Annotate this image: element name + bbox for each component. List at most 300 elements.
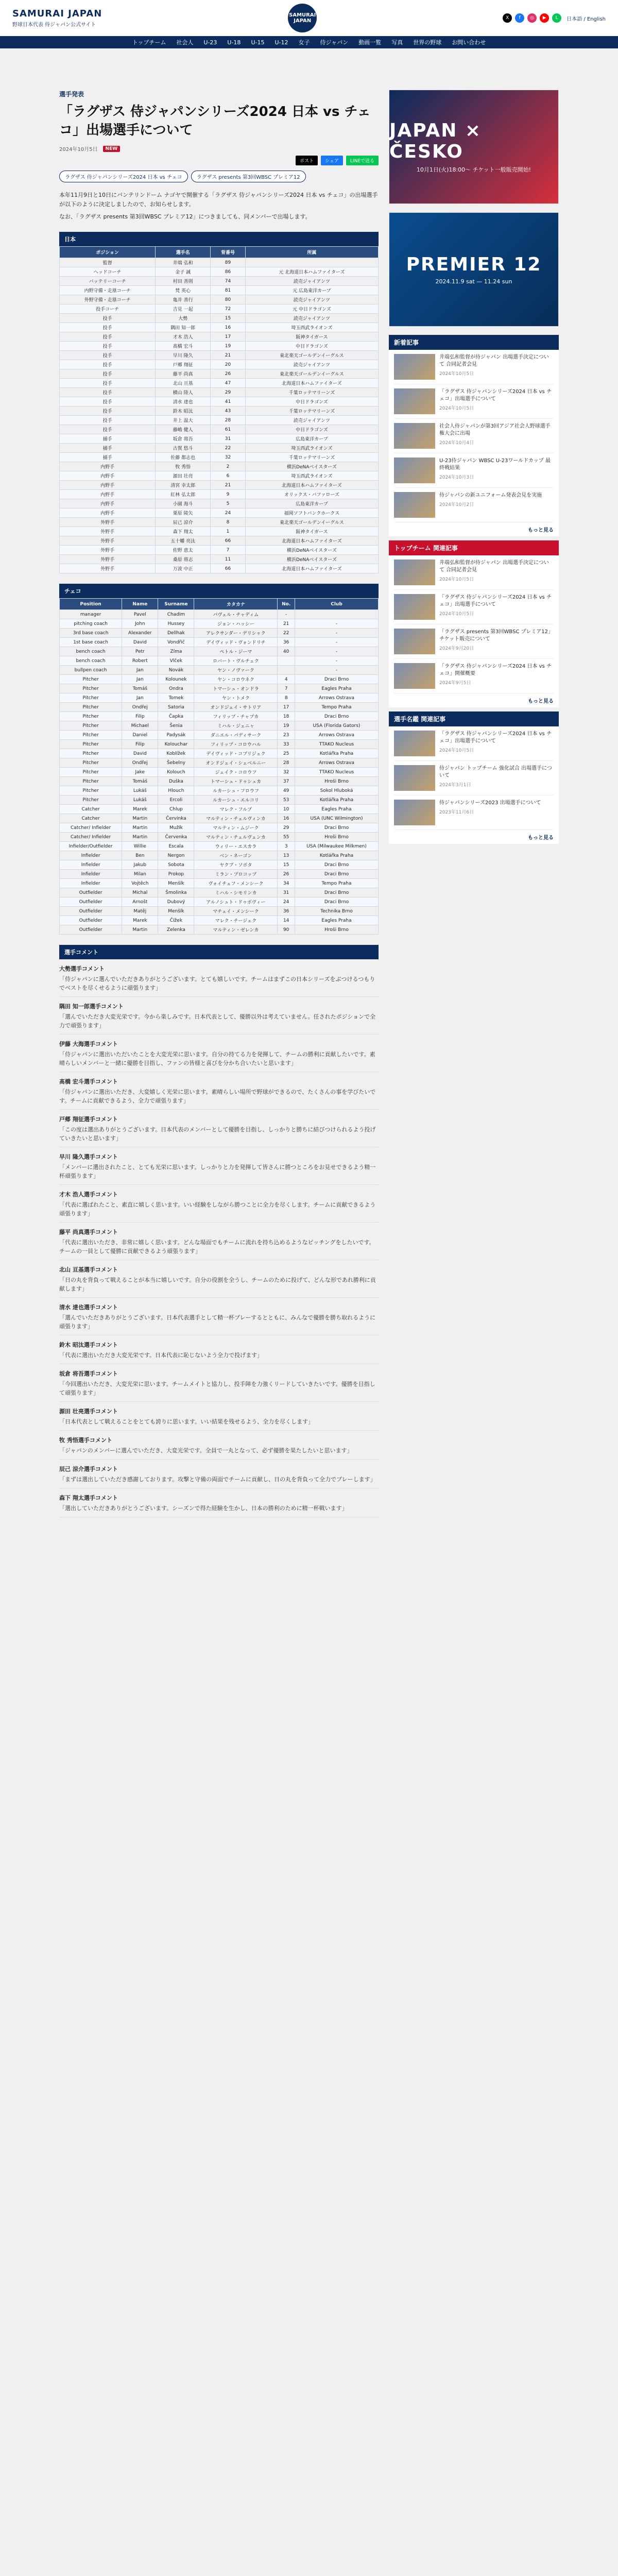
table-cell: 1 — [211, 527, 246, 536]
table-cell: ミラン・プロコップ — [194, 870, 278, 879]
japan-heading: 日本 — [59, 232, 379, 246]
comment-text: 「代表に選出いただき、非常に嬉しく思います。どんな場面でもチームに流れを持ち込めるようなピッチングをしたいです。チームの一員として優勝に貢献できるよう頑張ります」 — [59, 1238, 379, 1260]
table-cell: 埼玉西武ライオンズ — [245, 444, 378, 453]
table-cell: 清宮 幸太郎 — [156, 481, 211, 490]
table-cell: 74 — [211, 277, 246, 286]
table-cell: 横浜DeNAベイスターズ — [245, 555, 378, 564]
table-cell: Pavel — [122, 610, 158, 619]
comment-player-name: 早川 隆久選手コメント — [59, 1154, 118, 1160]
table-cell: バッテリーコーチ — [60, 277, 156, 286]
czech-series-banner[interactable] — [389, 90, 559, 204]
table-cell: 21 — [211, 481, 246, 490]
x-icon[interactable]: X — [503, 13, 512, 23]
table-cell: 22 — [211, 444, 246, 453]
table-cell: 藤平 尚真 — [156, 369, 211, 379]
table-cell: 元 北海道日本ハムファイターズ — [245, 267, 378, 277]
table-cell: Červenka — [158, 833, 194, 842]
sidebar-article-date: 2024年10月5日 — [439, 748, 474, 753]
article-thumbnail — [394, 388, 435, 414]
table-cell: 東北楽天ゴールデンイーグルス — [245, 369, 378, 379]
article-thumbnail — [394, 663, 435, 689]
table-cell: Duška — [158, 777, 194, 786]
share-facebook-button[interactable]: シェア — [321, 156, 343, 165]
table-row — [60, 870, 379, 879]
table-cell: パヴェル・チャディム — [194, 610, 278, 619]
sidebar-article[interactable] — [394, 659, 554, 693]
share-x-button[interactable]: ポスト — [296, 156, 318, 165]
table-row — [60, 444, 379, 453]
table-cell: Draci Brno — [295, 870, 379, 879]
table-cell: 坂倉 将吾 — [156, 434, 211, 444]
sidebar-article[interactable] — [394, 453, 554, 488]
table-cell: Mužík — [158, 823, 194, 833]
table-cell: 井端 弘和 — [156, 258, 211, 267]
nav-item[interactable]: 女子 — [298, 39, 310, 46]
table-cell: Čížek — [158, 916, 194, 925]
sidebar-article-date: 2024年10月3日 — [439, 475, 474, 480]
table-cell: Catcher/ Infielder — [60, 823, 122, 833]
table-row — [60, 805, 379, 814]
table-cell: 86 — [211, 267, 246, 277]
nav-item[interactable]: 動画一覧 — [358, 39, 382, 46]
table-cell: 20 — [211, 360, 246, 369]
table-cell: Novák — [158, 666, 194, 675]
brand[interactable] — [12, 8, 102, 28]
table-cell: 28 — [278, 758, 295, 768]
table-cell: Nergon — [158, 851, 194, 860]
table-row — [60, 721, 379, 731]
table-row — [60, 629, 379, 638]
table-cell: Infielder — [60, 851, 122, 860]
table-cell: Martin — [122, 814, 158, 823]
table-row — [60, 527, 379, 536]
article-thumbnail — [394, 594, 435, 620]
table-cell: 五十幡 亮汰 — [156, 536, 211, 546]
table-cell: 阪神タイガース — [245, 527, 378, 536]
comment-player-name: 坂倉 将吾選手コメント — [59, 1370, 118, 1377]
nav-item[interactable]: お問い合わせ — [452, 39, 486, 46]
table-row — [60, 564, 379, 573]
table-cell: Catcher — [60, 814, 122, 823]
table-cell: Arrows Ostrava — [295, 731, 379, 740]
table-cell: Tomek — [158, 693, 194, 703]
table-row — [60, 351, 379, 360]
table-cell: 19 — [278, 721, 295, 731]
nav-item[interactable]: 写真 — [391, 39, 403, 46]
table-cell: 投手 — [60, 369, 156, 379]
table-cell: ルカーシュ・フロウフ — [194, 786, 278, 795]
table-cell: Jan — [122, 666, 158, 675]
table-cell: Dellhak — [158, 629, 194, 638]
article-column — [59, 90, 379, 1517]
table-cell: Vondřič — [158, 638, 194, 647]
table-cell: Sobota — [158, 860, 194, 870]
table-cell: 北海道日本ハムファイターズ — [245, 536, 378, 546]
sidebar-article-date: 2023年11月6日 — [439, 810, 474, 815]
table-cell: ロバート・ヴルチェク — [194, 656, 278, 666]
article-thumbnail — [394, 800, 435, 825]
table-cell: - — [278, 610, 295, 619]
table-cell: 金子 誠 — [156, 267, 211, 277]
table-cell: Outfielder — [60, 907, 122, 916]
table-cell: Eagles Praha — [295, 805, 379, 814]
table-cell: Ondřej — [122, 703, 158, 712]
table-cell: Eagles Praha — [295, 916, 379, 925]
table-cell: ミハル・シモリンカ — [194, 888, 278, 897]
table-cell: Pitcher — [60, 731, 122, 740]
nav-item[interactable]: U-15 — [251, 39, 265, 46]
table-cell: 41 — [211, 397, 246, 406]
table-cell: アルノシュト・ドゥボヴィー — [194, 897, 278, 907]
table-cell: pitching coach — [60, 619, 122, 629]
table-cell: 7 — [278, 684, 295, 693]
banner-title: PREMIER 12 — [406, 254, 542, 275]
table-cell: 5 — [211, 499, 246, 509]
table-cell: フィリップ・チャプカ — [194, 712, 278, 721]
table-cell: 千葉ロッテマリーンズ — [245, 388, 378, 397]
table-cell: David — [122, 749, 158, 758]
table-row — [60, 879, 379, 888]
sidebar-article[interactable] — [394, 624, 554, 659]
sidebar-article-date: 2024年10月5日 — [439, 612, 474, 617]
banner-subtitle: 10月1日(火)18:00〜 チケット一般販売開始! — [416, 166, 531, 173]
table-cell: 外野手 — [60, 536, 156, 546]
table-cell: 千葉ロッテマリーンズ — [245, 406, 378, 416]
table-row — [60, 666, 379, 675]
table-cell: Filip — [122, 740, 158, 749]
table-cell: 隅田 知一郎 — [156, 323, 211, 332]
table-cell: マルティン・ムジーク — [194, 823, 278, 833]
table-cell: Menšík — [158, 879, 194, 888]
table-cell: 29 — [278, 823, 295, 833]
table-cell — [295, 610, 379, 619]
sidebar-article[interactable] — [394, 795, 554, 830]
table-row — [60, 416, 379, 425]
table-cell: Hussey — [158, 619, 194, 629]
language-switch[interactable]: 日本語 / English — [566, 16, 606, 22]
czech-roster-table — [59, 598, 379, 935]
table-cell: 28 — [211, 416, 246, 425]
sidebar-article[interactable] — [394, 419, 554, 453]
table-cell: - — [295, 629, 379, 638]
table-row — [60, 656, 379, 666]
table-cell: ヤン・トメク — [194, 693, 278, 703]
table-cell: Kotlářka Praha — [295, 795, 379, 805]
table-cell: 読売ジャイアンツ — [245, 277, 378, 286]
table-cell: 49 — [278, 786, 295, 795]
table-cell: 監督 — [60, 258, 156, 267]
sidebar-article-title: 侍ジャパンの新ユニフォーム発表会見を実施 — [439, 493, 542, 498]
comment-player-name: 牧 秀悟選手コメント — [59, 1437, 112, 1444]
table-cell: 90 — [278, 925, 295, 935]
table-row — [60, 397, 379, 406]
table-cell: 元 中日ドラゴンズ — [245, 304, 378, 314]
table-cell: USA (UNC Wilmington) — [295, 814, 379, 823]
table-cell: Dubový — [158, 897, 194, 907]
facebook-icon[interactable]: f — [515, 13, 524, 23]
table-row — [60, 916, 379, 925]
table-cell: 小園 海斗 — [156, 499, 211, 509]
comment-text: 「侍ジャパンに選んでいただきありがとうございます。とても嬉しいです。チームはまずこの日本シリーズをぶつけるつもりでベストを尽くせるように頑張ります」 — [59, 975, 379, 997]
table-cell: Kolounek — [158, 675, 194, 684]
table-cell: 読売ジャイアンツ — [245, 314, 378, 323]
table-cell: ミハル・ジェニャ — [194, 721, 278, 731]
table-row — [60, 693, 379, 703]
table-row — [60, 462, 379, 471]
table-row — [60, 434, 379, 444]
table-cell: 佐野 恵太 — [156, 546, 211, 555]
table-cell: マチェイ・メンシーク — [194, 907, 278, 916]
comment-text: 「日の丸を背負って戦えることが本当に嬉しいです。自分の役割を全うし、チームのために投げて、どんな形であれ勝利に貢献します」 — [59, 1276, 379, 1298]
table-cell: 31 — [278, 888, 295, 897]
table-cell: 森下 翔太 — [156, 527, 211, 536]
table-cell: ヤン・コロウネク — [194, 675, 278, 684]
table-cell: Pitcher — [60, 795, 122, 805]
table-cell: 14 — [278, 916, 295, 925]
table-cell — [245, 258, 378, 267]
article-title: 「ラグザス 侍ジャパンシリーズ2024 日本 vs チェコ」出場選手について — [59, 104, 371, 138]
table-cell: Pitcher — [60, 721, 122, 731]
column-header: 背番号 — [211, 247, 246, 258]
table-cell: 13 — [278, 851, 295, 860]
table-cell: Martin — [122, 833, 158, 842]
table-row — [60, 555, 379, 564]
nav-item[interactable]: 侍ジャパン — [320, 39, 349, 46]
table-cell: 埼玉西武ライオンズ — [245, 323, 378, 332]
column-header: No. — [278, 599, 295, 610]
table-cell: - — [295, 619, 379, 629]
nav-item[interactable]: トップチーム — [132, 39, 166, 46]
table-cell: Pitcher — [60, 684, 122, 693]
nav-item[interactable]: 世界の野球 — [413, 39, 442, 46]
table-cell: 23 — [278, 731, 295, 740]
table-cell: Jan — [122, 693, 158, 703]
top-team-heading: トップチーム 関連記事 — [389, 540, 559, 555]
table-cell: Sokol Hluboká — [295, 786, 379, 795]
table-cell: USA (Florida Gators) — [295, 721, 379, 731]
column-header: Surname — [158, 599, 194, 610]
comment-player-name: 源田 壮亮選手コメント — [59, 1408, 118, 1415]
table-cell: Kolouch — [158, 768, 194, 777]
table-cell: - — [295, 647, 379, 656]
table-cell: 32 — [211, 453, 246, 462]
japan-roster-table — [59, 246, 379, 573]
table-cell: 投手 — [60, 323, 156, 332]
banner-title: JAPAN × ČESKO — [389, 120, 482, 162]
table-cell: マルティン・チェルヴィンカ — [194, 814, 278, 823]
table-cell: 53 — [278, 795, 295, 805]
sidebar-article[interactable] — [394, 590, 554, 624]
table-cell: Pitcher — [60, 712, 122, 721]
table-cell: Robert — [122, 656, 158, 666]
table-cell: ヴォイチェフ・メンシーク — [194, 879, 278, 888]
more-link[interactable]: もっと見る — [528, 528, 554, 533]
table-cell: Pitcher — [60, 768, 122, 777]
comment-text: 「選んでいただきありがとうございます。日本代表選手として精一杯プレーするとともに、みんなで優勝を勝ち取れるように頑張ります」 — [59, 1313, 379, 1335]
table-cell: Michal — [122, 888, 158, 897]
column-header: Club — [295, 599, 379, 610]
youtube-icon[interactable]: ▶ — [540, 13, 549, 23]
table-cell: 37 — [278, 777, 295, 786]
table-cell: ベン・ネーゴン — [194, 851, 278, 860]
line-icon[interactable]: L — [552, 13, 561, 23]
table-cell: 18 — [278, 712, 295, 721]
table-cell: 元 広島東洋カープ — [245, 286, 378, 295]
table-cell: Draci Brno — [295, 712, 379, 721]
table-cell: Koblížek — [158, 749, 194, 758]
table-cell — [278, 656, 295, 666]
table-cell: 投手 — [60, 425, 156, 434]
table-cell: Padysák — [158, 731, 194, 740]
table-cell: Vojtěch — [122, 879, 158, 888]
sidebar-article-title: 社会人侍ジャパンが第3回アジア社会人野球選手権大会に出場 — [439, 423, 551, 436]
table-cell: bullpen coach — [60, 666, 122, 675]
table-row — [60, 814, 379, 823]
table-cell: 8 — [211, 518, 246, 527]
table-cell: 栗原 陵矢 — [156, 509, 211, 518]
table-cell: 読売ジャイアンツ — [245, 295, 378, 304]
table-cell: Pitcher — [60, 675, 122, 684]
table-cell: 投手 — [60, 360, 156, 369]
table-row — [60, 342, 379, 351]
table-cell: 21 — [278, 619, 295, 629]
table-cell: - — [295, 638, 379, 647]
comment-text: 「まずは選出していただき感謝しております。攻撃と守備の両面でチームに貢献し、日の丸を背負って全力でプレーします」 — [59, 1475, 379, 1488]
table-cell: 阪神タイガース — [245, 332, 378, 342]
tag-link[interactable]: ラグザス presents 第3回WBSC プレミア12 — [191, 171, 306, 182]
table-cell: 24 — [278, 897, 295, 907]
table-cell: Petr — [122, 647, 158, 656]
table-row — [60, 286, 379, 295]
table-row — [60, 536, 379, 546]
table-cell: Pitcher — [60, 740, 122, 749]
table-cell: Červinka — [158, 814, 194, 823]
table-cell: David — [122, 638, 158, 647]
table-cell: Lukáš — [122, 786, 158, 795]
table-cell: 3rd base coach — [60, 629, 122, 638]
table-cell: 89 — [211, 258, 246, 267]
table-row — [60, 258, 379, 267]
table-cell: Draci Brno — [295, 860, 379, 870]
sidebar-article[interactable] — [394, 488, 554, 522]
table-cell: 投手 — [60, 379, 156, 388]
table-cell: Prokop — [158, 870, 194, 879]
player-directory-heading: 選手名鑑 関連記事 — [389, 711, 559, 726]
new-articles-section — [389, 335, 559, 536]
nav-item[interactable]: U-12 — [274, 39, 288, 46]
table-row — [60, 518, 379, 527]
comment-player-name: 藤平 尚真選手コメント — [59, 1229, 118, 1235]
table-cell: Zelenka — [158, 925, 194, 935]
table-cell: 古賀 悠斗 — [156, 444, 211, 453]
table-row — [60, 481, 379, 490]
table-cell: Outfielder — [60, 888, 122, 897]
instagram-icon[interactable]: ◎ — [527, 13, 537, 23]
table-cell: Pitcher — [60, 777, 122, 786]
comment-player-name: 髙橋 宏斗選手コメント — [59, 1078, 118, 1085]
table-cell: 外野手 — [60, 546, 156, 555]
sidebar — [389, 90, 559, 1517]
table-cell: 中日ドラゴンズ — [245, 397, 378, 406]
table-row — [60, 277, 379, 286]
table-cell: Čapka — [158, 712, 194, 721]
table-cell: Marek — [122, 805, 158, 814]
sidebar-article[interactable] — [394, 726, 554, 761]
table-cell: Milan — [122, 870, 158, 879]
top-team-section — [389, 540, 559, 707]
sidebar-article-title: 「ラグザス 侍ジャパンシリーズ2024 日本 vs チェコ」出場選手について — [439, 389, 552, 402]
table-cell: 中日ドラゴンズ — [245, 425, 378, 434]
table-cell: 北海道日本ハムファイターズ — [245, 481, 378, 490]
more-link[interactable]: もっと見る — [528, 835, 554, 841]
sidebar-article[interactable] — [394, 761, 554, 795]
banner-subtitle: 2024.11.9 sat — 11.24 sun — [435, 278, 512, 285]
table-cell: 外野手 — [60, 564, 156, 573]
table-cell: 55 — [278, 833, 295, 842]
table-cell: Willie — [122, 842, 158, 851]
table-cell: Infielder/Outfielder — [60, 842, 122, 851]
table-cell: Kolouchar — [158, 740, 194, 749]
article-thumbnail — [394, 457, 435, 483]
table-cell: 読売ジャイアンツ — [245, 360, 378, 369]
table-row — [60, 499, 379, 509]
nav-item[interactable]: U-23 — [203, 39, 217, 46]
table-cell: 投手 — [60, 388, 156, 397]
table-row — [60, 619, 379, 629]
table-cell: 80 — [211, 295, 246, 304]
table-row — [60, 842, 379, 851]
table-cell — [278, 666, 295, 675]
sidebar-article[interactable] — [394, 384, 554, 419]
table-cell: Outfielder — [60, 897, 122, 907]
table-row — [60, 675, 379, 684]
comment-player-name: 清水 達也選手コメント — [59, 1304, 118, 1311]
premier12-banner[interactable] — [389, 212, 559, 327]
nav-item[interactable]: 社会人 — [176, 39, 194, 46]
table-cell: 47 — [211, 379, 246, 388]
table-cell: 26 — [278, 870, 295, 879]
tag-link[interactable]: ラグザス 侍ジャパンシリーズ2024 日本 vs チェコ — [59, 171, 188, 182]
table-cell: Arrows Ostrava — [295, 693, 379, 703]
table-cell: Daniel — [122, 731, 158, 740]
table-cell: Escala — [158, 842, 194, 851]
table-cell: 内野手 — [60, 481, 156, 490]
table-cell: Martin — [122, 925, 158, 935]
article-thumbnail — [394, 354, 435, 380]
samurai-japan-logo[interactable]: SAMURAI JAPAN — [288, 4, 317, 32]
table-cell: 32 — [278, 768, 295, 777]
sidebar-article[interactable] — [394, 555, 554, 590]
table-cell: 井上 温大 — [156, 416, 211, 425]
table-cell: アレクサンダー・デリシャク — [194, 629, 278, 638]
comment-player-name: 北山 亘基選手コメント — [59, 1266, 118, 1273]
share-line-button[interactable]: LINEで送る — [346, 156, 379, 165]
nav-item[interactable]: U-18 — [227, 39, 241, 46]
table-cell: 辰己 涼介 — [156, 518, 211, 527]
table-cell: 紅林 弘太郎 — [156, 490, 211, 499]
table-cell: マレク・フルプ — [194, 805, 278, 814]
table-row — [60, 295, 379, 304]
table-cell: Jakub — [122, 860, 158, 870]
sidebar-article[interactable] — [394, 350, 554, 384]
table-row — [60, 777, 379, 786]
sidebar-article-date: 2024年9月5日 — [439, 681, 471, 686]
table-cell: Jake — [122, 768, 158, 777]
comment-text: 「今回選出いただき、大変光栄に思います。チームメイトと協力し、投手陣を力強くリードしていきたいです。優勝を目指して頑張ります」 — [59, 1380, 379, 1402]
table-cell: Marek — [122, 916, 158, 925]
more-link[interactable]: もっと見る — [528, 699, 554, 704]
table-cell: 21 — [211, 351, 246, 360]
